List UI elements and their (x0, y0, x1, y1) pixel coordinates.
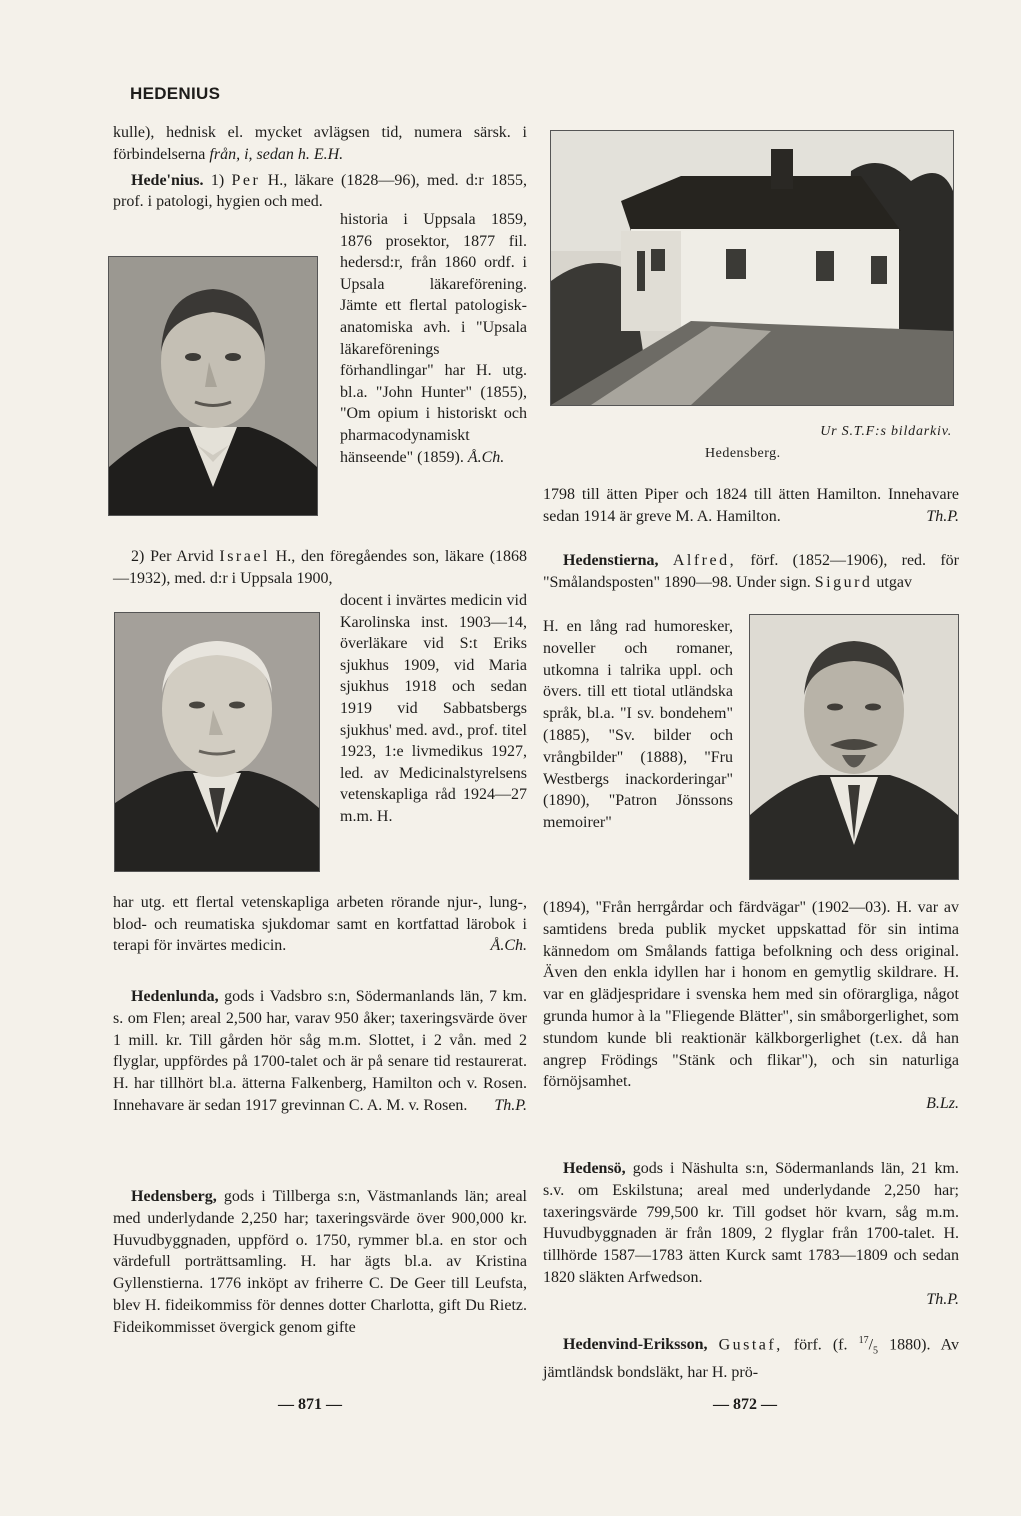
running-head: HEDENIUS (130, 84, 221, 103)
left-text-israel-side: docent i invärtes medicin vid Karolinska inst. 1903—14, överläkare vid S:t Eriks sjukhus 1909, vid Maria sjukhus 1918 och sedan 1919 vid Sabbatsbergs sjukhus' med. avd., prof. titel 1923, 1:e livmedikus 1927, led. av Medicinalstyrelsens vetenskapliga råd 1924—27 m.m. H. (340, 592, 527, 825)
photo-credit: Ur S.T.F:s bildarkiv. (820, 424, 952, 439)
portrait-israel-hedenius (114, 612, 320, 872)
headword-hedenvind-eriksson: Hedenvind-Eriksson, (563, 1336, 708, 1354)
portrait-israel-image (115, 613, 319, 871)
left-text-israel-head (113, 546, 527, 589)
date-day: 17 (858, 1335, 869, 1346)
headword-hedenlunda: Hedenlunda, (131, 988, 219, 1005)
entry-text-hedenso: gods i Näshulta s:n, Södermanlands län, 21 km. s.v. om Eskilstuna; areal med underlydande 2,250 har; taxeringsvärde 799,500 kr. Till godset hör kvarn, såg m.m. Huvudbyggnaden är från 1809, 2 flyglar från 1700-talet. H. tillhörde 1587—1783 ätten Kurck samt 1783—1809 och sedan 1820 släkten Arfwedson. (543, 1160, 960, 1286)
continuation-text: kulle), hednisk el. mycket avlägsen tid, numera särsk. i förbindelserna (113, 124, 527, 163)
entry-hedenius (113, 170, 527, 214)
signature-ach-2: Å.Ch. (490, 937, 527, 955)
right-text-alfred-end: (1894), "Från herrgårdar och färdvägar" (1902—03). H. var av samtidens breda publik mycket uppskattad för sin intima kännedom om Smålands fattiga befolkning och dess original. Även den enkla idyllen har i honom en gemytlig skildrare. H. var en glädjespridare i svenska hem med sin oförargliga, något grunda humor à la "Fliegende Blätter", sin småborgerlighet, som stundom kunde bli reaktionär kälkborgerlighet (t.ex. då han angrep Frödings "Stänk och flikar"), och sin naturliga förnöjsamhet. B.Lz. (543, 897, 959, 1115)
headword-hedenso: Hedensö, (563, 1160, 626, 1177)
entry-text-utgav: utgav (876, 573, 912, 591)
right-text-alfred-side: H. en lång rad humoresker, noveller och romaner, utkomna i talrika uppl. och övers. till ett tiotal utländska språk, bl.a. "I sv. bondehem" (1885), "Sv. bilder och vrångbilder" (1888), "Fru Westbergs inackorderingar" (1890), "Patron Jönssons memoirer" (543, 618, 733, 832)
entry-number-1: 1) (210, 171, 225, 189)
signature-ach-1: Å.Ch. (467, 448, 505, 466)
text-per-flow: historia i Uppsala 1859, 1876 prosektor, 1877 fil. hedersd:r, från 1860 ordf. i Upsala läkareförening. Jämte ett flertal patologisk-anatomiska avh. i "Upsala läkareförenings förhandlingar" har H. utg. bl.a. "John Hunter" (1855), "Om opium i historiskt och pharmacodynamiskt hänseende" (1859). Å.Ch. (340, 211, 527, 466)
entry-number-2: 2) Per Arvid (131, 548, 214, 565)
headword-hedenius: Hede'nius. (131, 171, 204, 189)
entry-text-per: H., läkare (1828—96), med. d:r 1855, prof. i patologi, hygien och med. (113, 171, 528, 211)
headword-hedenstierna: Hedenstierna, (563, 552, 659, 569)
pseudonym-sigurd: Sigurd (814, 573, 873, 591)
entry-hedenvind: Hedenvind-Eriksson, Gustaf, förf. (f. $^{17}/_5$ 1880). Av jämtländsk bondsläkt, har H. prö- (543, 1335, 960, 1382)
portrait-per-hedenius (108, 256, 318, 516)
photo-hedensberg-house (550, 130, 954, 406)
entry-text-hedenlunda: gods i Vadsbro s:n, Södermanlands län, 7 km. s. om Flen; areal 2,500 har, varav 950 åker; taxeringsvärde över 1 mill. kr. Till gården hör såg m.m. Slottet, i 2 vån. med 2 flyglar, uppfördes på 1700-talet och är på senare tid restaurerat. H. har tillhört bl.a. ätterna Falkenberg, Hamilton och v. Rosen. Innehavare är sedan 1917 grevinnan C. A. M. v. Rosen. (113, 988, 528, 1114)
person-name-israel: Israel (219, 548, 270, 565)
signature-thp-3: Th.P. (926, 1290, 959, 1308)
signature-blz: B.Lz. (926, 1095, 959, 1113)
signature-thp-2: Th.P. (926, 507, 959, 525)
page-number-right: — 872 — (713, 1396, 777, 1413)
signature-thp-1: Th.P. (494, 1096, 527, 1114)
continuation-paragraph (113, 122, 527, 166)
left-text-israel-end: har utg. ett flertal vetenskapliga arbeten rörande njur-, lung-, blod- och reumatiska sjukdomar samt en kortfattad lärobok i terapi för invärtes medicin. Å.Ch. (113, 892, 527, 957)
entry-hedenso (543, 1158, 959, 1311)
person-name-per: Per (231, 171, 261, 189)
entry-hedenstierna-head (543, 550, 959, 594)
person-name-gustaf: Gustaf, (718, 1336, 783, 1354)
house-photo-image (551, 131, 953, 405)
photo-caption: Hedensberg. (705, 446, 781, 461)
portrait-alfred-hedenstierna (749, 614, 959, 880)
portrait-per-image (109, 257, 317, 515)
entry-text-hedenvind-post: 1880). Av jämtländsk bondsläkt, har H. prö- (543, 1336, 960, 1382)
left-text-per-block (340, 209, 527, 468)
portrait-alfred-image (750, 615, 958, 879)
continuation-text-right: 1798 till ätten Piper och 1824 till ätten Hamilton. Innehavare sedan 1914 är greve M. A. Hamilton. (543, 486, 959, 525)
entry-text-hedenstierna-1: förf. (1852—1906), red. för "Smålandsposten" 1890—98. Under sign. (543, 552, 960, 591)
continuation-italic: från, i, sedan h. E.H. (209, 145, 344, 163)
page-number-left: — 871 — (278, 1396, 342, 1413)
text-israel-start: H., den föregåendes son, läkare (1868—1932), med. d:r i Uppsala 1900, (113, 548, 528, 587)
date-month: 5 (873, 1345, 879, 1357)
entry-text-hedenvind-pre: förf. (f. (793, 1336, 848, 1354)
entry-text-hedensberg: gods i Tillberga s:n, Västmanlands län; areal med underlydande 2,250 har; taxeringsvärde över 900,000 kr. Huvudbyggnaden, uppförd o. 1750, rymmer bl.a. en stor och värdefull porträttsamling. H. har ägts bl.a. av Kristina Gyllenstierna. 1776 inköpt av friherre C. De Geer till Leufsta, blev H. fideikommiss för dennes dotter Charlotta, gift Du Rietz. Fideikommisset övergick genom gifte (113, 1188, 527, 1336)
left-column (113, 122, 527, 213)
person-name-alfred: Alfred, (672, 552, 737, 569)
entry-hedensberg (113, 1186, 527, 1339)
headword-hedensberg: Hedensberg, (131, 1188, 217, 1205)
right-continuation (543, 484, 959, 528)
entry-hedenlunda (113, 986, 527, 1117)
